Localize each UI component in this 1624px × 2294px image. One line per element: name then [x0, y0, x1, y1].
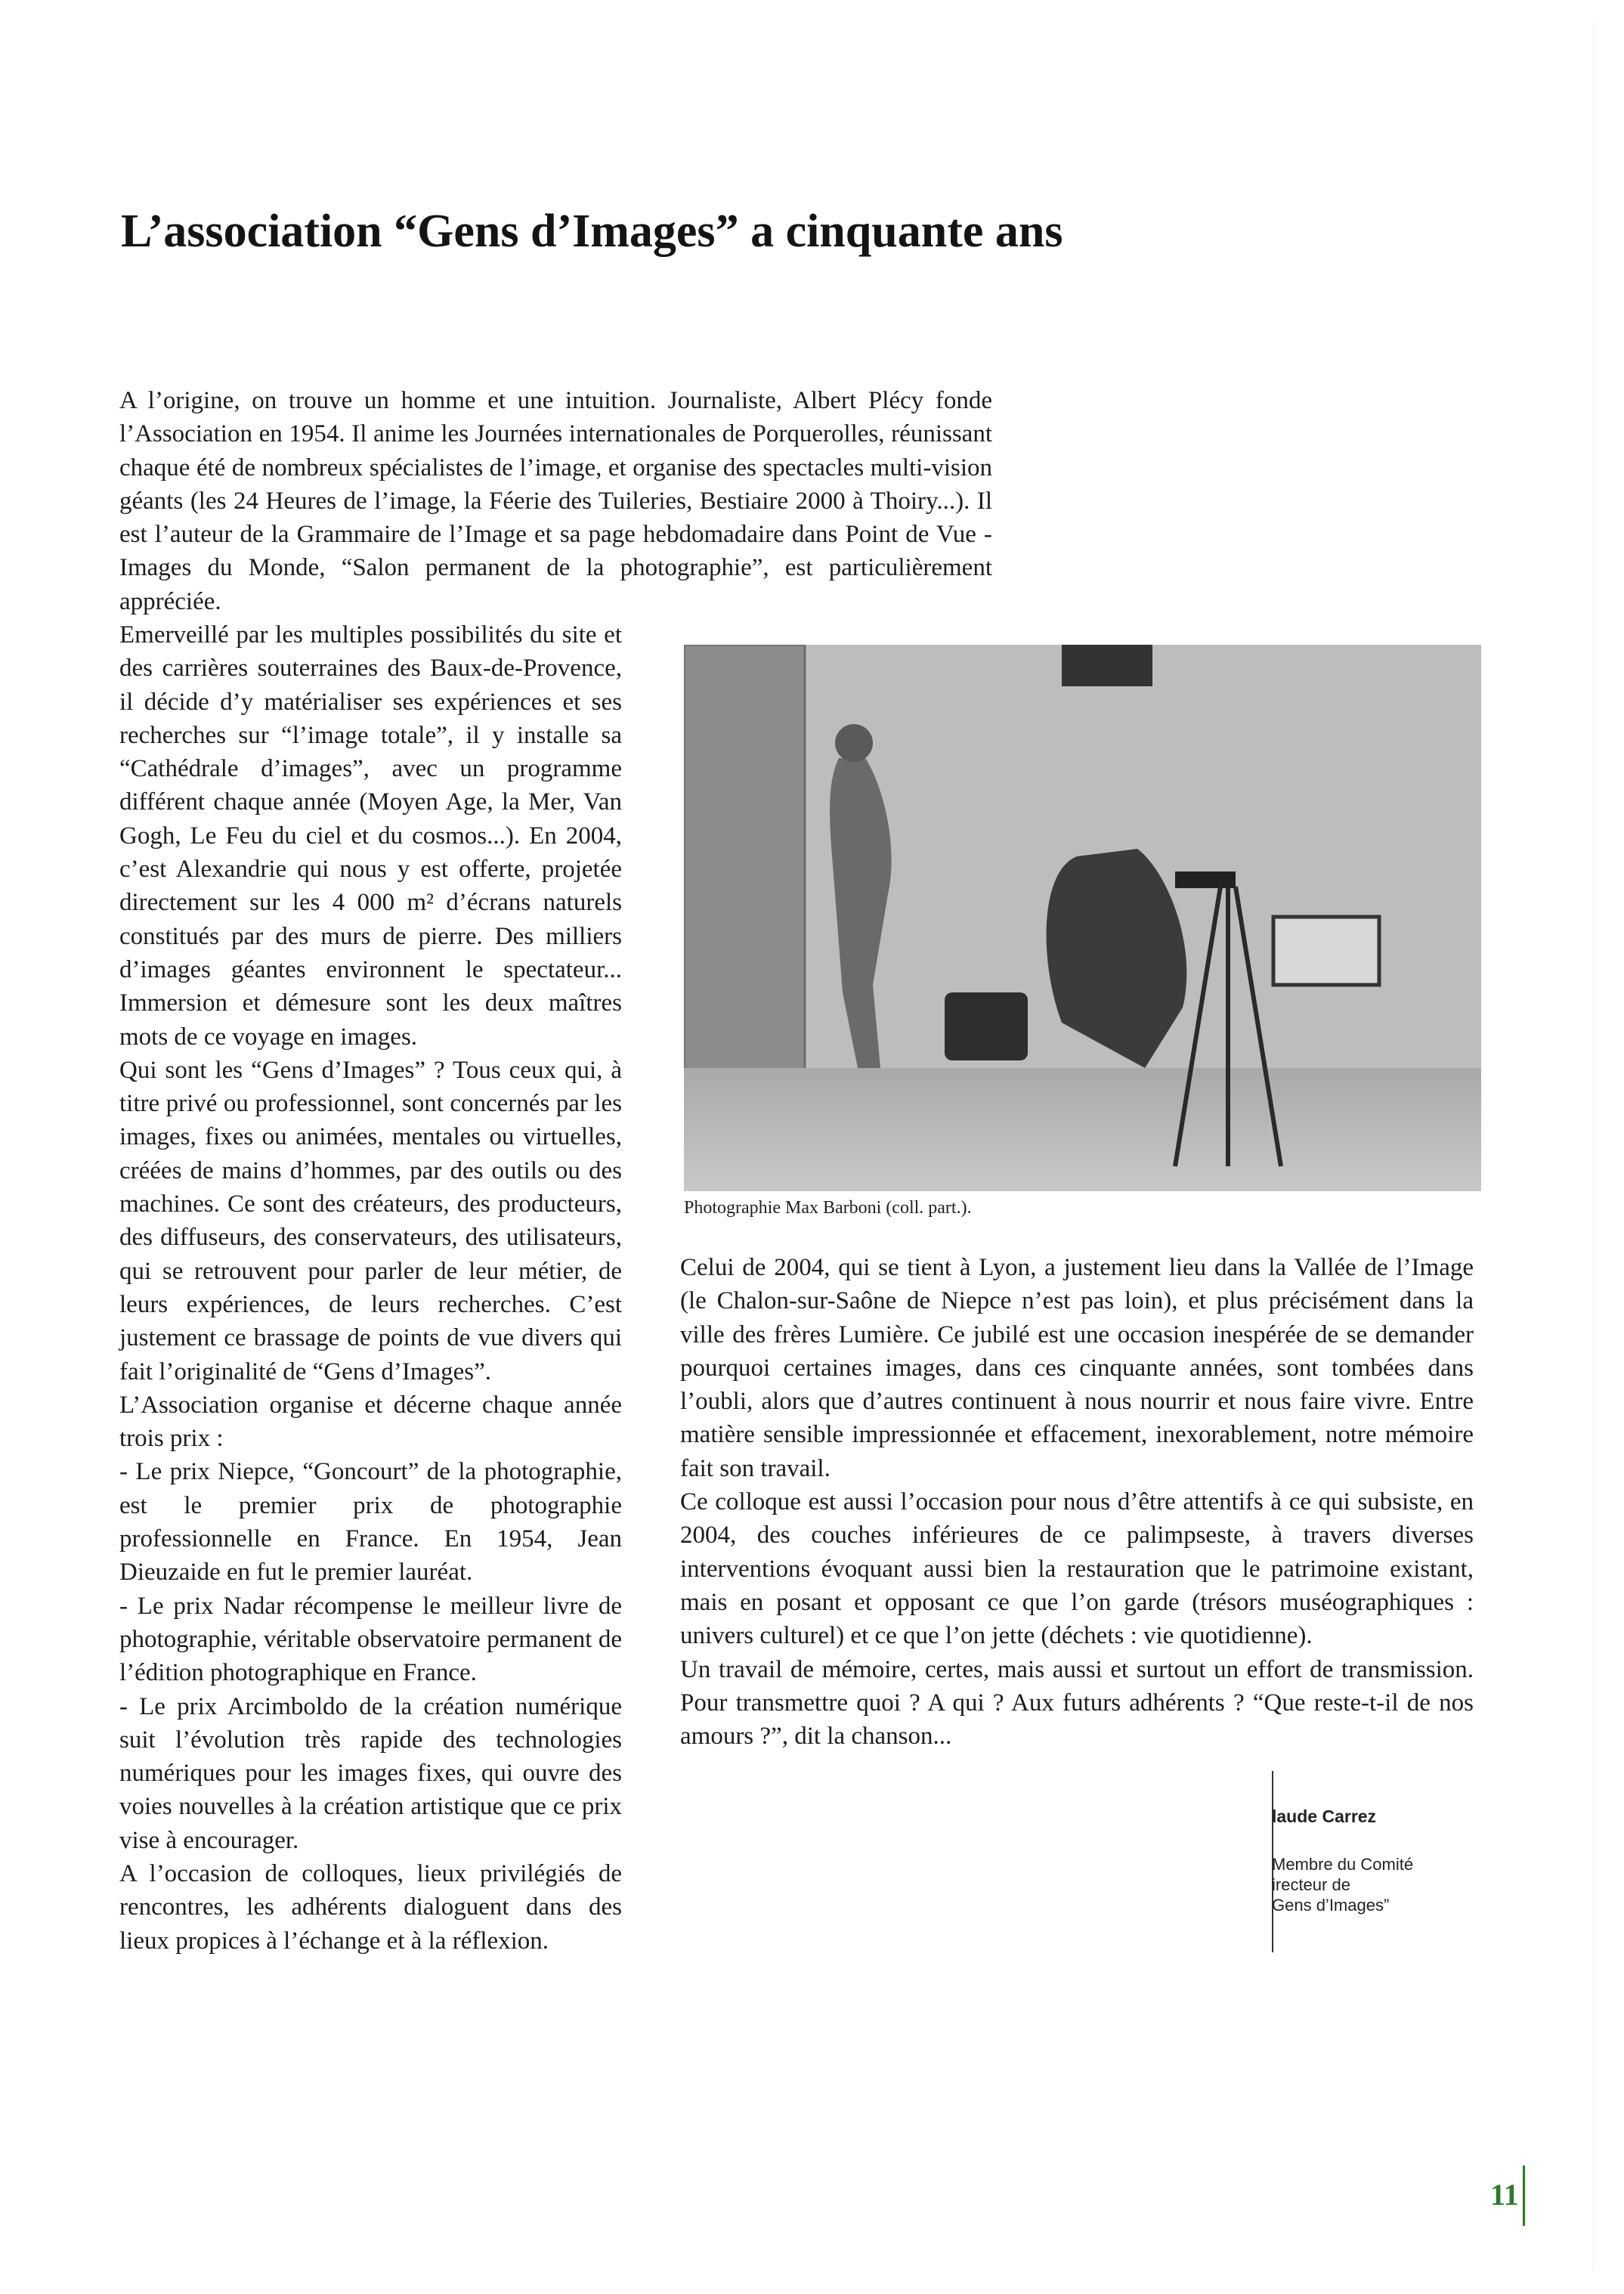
left-paragraph-7: A l’occasion de colloques, lieux privilégiés de rencontres, les adhérents dialoguent dans des lieux propices à l’échange et à la réflexion.: [119, 1859, 622, 1955]
author-role-line: Gens d’Images”: [1272, 1896, 1390, 1915]
intro-text: A l’origine, on trouve un homme et une intuition. Journaliste, Albert Plécy fonde l’Association en 1954. Il anime les Journées internationales de Porquerolles, réunissant chaque été de nombreux spécialistes de l’image, et organise des spectacles multi-vision géants (les 24 Heures de l’image, la Féerie des Tuileries, Bestiaire 2000 à Thoiry...). Il est l’auteur de la Grammaire de l’Image et sa page hebdomadaire dans Point de Vue - Images du Monde, “Salon permanent de la photographie”, est particulièrement appréciée.: [119, 387, 992, 615]
photo-bag: [945, 992, 1028, 1060]
left-paragraph-2: Qui sont les “Gens d’Images” ? Tous ceux qui, à titre privé ou professionnel, sont concernés par les images, fixes ou animées, mentales ou virtuelles, créées de mains d’hommes, par des outils ou des machines. Ce sont des créateurs, des producteurs, des diffuseurs, des conservateurs, des utilisateurs, qui se retrouvent pour parler de leur métier, de leurs expériences, de leurs recherches. C’est justement ce brassage de points de vue divers qui fait l’originalité de “Gens d’Images”.: [119, 1056, 622, 1385]
author-name: laude Carrez: [1272, 1806, 1377, 1826]
photograph: [684, 645, 1481, 1191]
page-edge-line: [1593, 23, 1594, 2271]
right-column: [680, 1251, 1474, 1753]
author-role-line: Membre du Comité: [1272, 1855, 1414, 1874]
photo-window: [1062, 645, 1152, 686]
photo-pavement: [684, 1068, 1481, 1191]
left-paragraph-4: - Le prix Niepce, “Goncourt” de la photographie, est le premier prix de photographie professionnelle en France. En 1954, Jean Dieuzaide en fut le premier lauréat.: [119, 1458, 622, 1587]
right-paragraph-3: Un travail de mémoire, certes, mais aussi et surtout un effort de transmission. Pour transmettre quoi ? A qui ? Aux futurs adhérents ? “Que reste-t-il de nos amours ?”, dit la chanson...: [680, 1655, 1474, 1751]
right-paragraph-1: Celui de 2004, qui se tient à Lyon, a justement lieu dans la Vallée de l’Image (le Chalon-sur-Saône de Niepce n’est pas loin), et plus précisément dans la ville des frères Lumière. Ce jubilé est une occasion inespérée de se demander pourquoi certaines images, dans ces cinquante années, sont tombées dans l’oubli, alors que d’autres continuent à nous nourrir et nous faire vivre. Entre matière sensible impressionnée et effacement, inexorablement, notre mémoire fait son travail.: [680, 1254, 1474, 1482]
right-paragraph-2: Ce colloque est aussi l’occasion pour nous d’être attentifs à ce qui subsiste, en 2004, des couches inférieures de ce palimpseste, à travers diverses interventions évoquant aussi bien la restauration que le patrimoine existant, mais en posant et opposant ce que l’on garde (trésors muséographiques : univers culturel) et ce que l’on jette (déchets : vie quotidienne).: [680, 1488, 1474, 1650]
page-number-rule: [1523, 2166, 1525, 2226]
left-paragraph-1: Emerveillé par les multiples possibilités du site et des carrières souterraines des Baux-de-Provence, il décide d’y matérialiser ses expériences et ses recherches sur “l’image totale”, il y installe sa “Cathédrale d’images”, avec un programme différent chaque année (Moyen Age, la Mer, Van Gogh, Le Feu du ciel et du cosmos...). En 2004, c’est Alexandrie qui nous y est offerte, projetée directement sur les 4 000 m² d’écrans naturels constitués par des murs de pierre. Des milliers d’images géantes environnent le spectateur... Immersion et démesure sont les deux maîtres mots de ce voyage en images.: [119, 621, 622, 1051]
left-paragraph-5: - Le prix Nadar récompense le meilleur livre de photographie, véritable observatoire permanent de l’édition photographique en France.: [119, 1592, 622, 1687]
page-title: L’association “Gens d’Images” a cinquante ans: [121, 206, 1063, 257]
left-paragraph-3: L’Association organise et décerne chaque année trois prix :: [119, 1391, 622, 1453]
author-role-line: irecteur de: [1272, 1875, 1350, 1894]
intro-paragraph: [119, 384, 992, 618]
left-paragraph-6: - Le prix Arcimboldo de la création numérique suit l’évolution très rapide des technologies numériques pour les images fixes, qui ouvre des voies nouvelles à la création artistique que ce prix vise à encourager.: [119, 1692, 622, 1854]
left-column: [119, 618, 622, 1958]
photo-stone-pillar: [684, 645, 805, 1098]
photo-caption: Photographie Max Barboni (coll. part.).: [684, 1198, 972, 1218]
photo-case: [1273, 917, 1379, 985]
author-role: [1272, 1854, 1468, 1915]
page-number: 11: [1490, 2178, 1519, 2212]
